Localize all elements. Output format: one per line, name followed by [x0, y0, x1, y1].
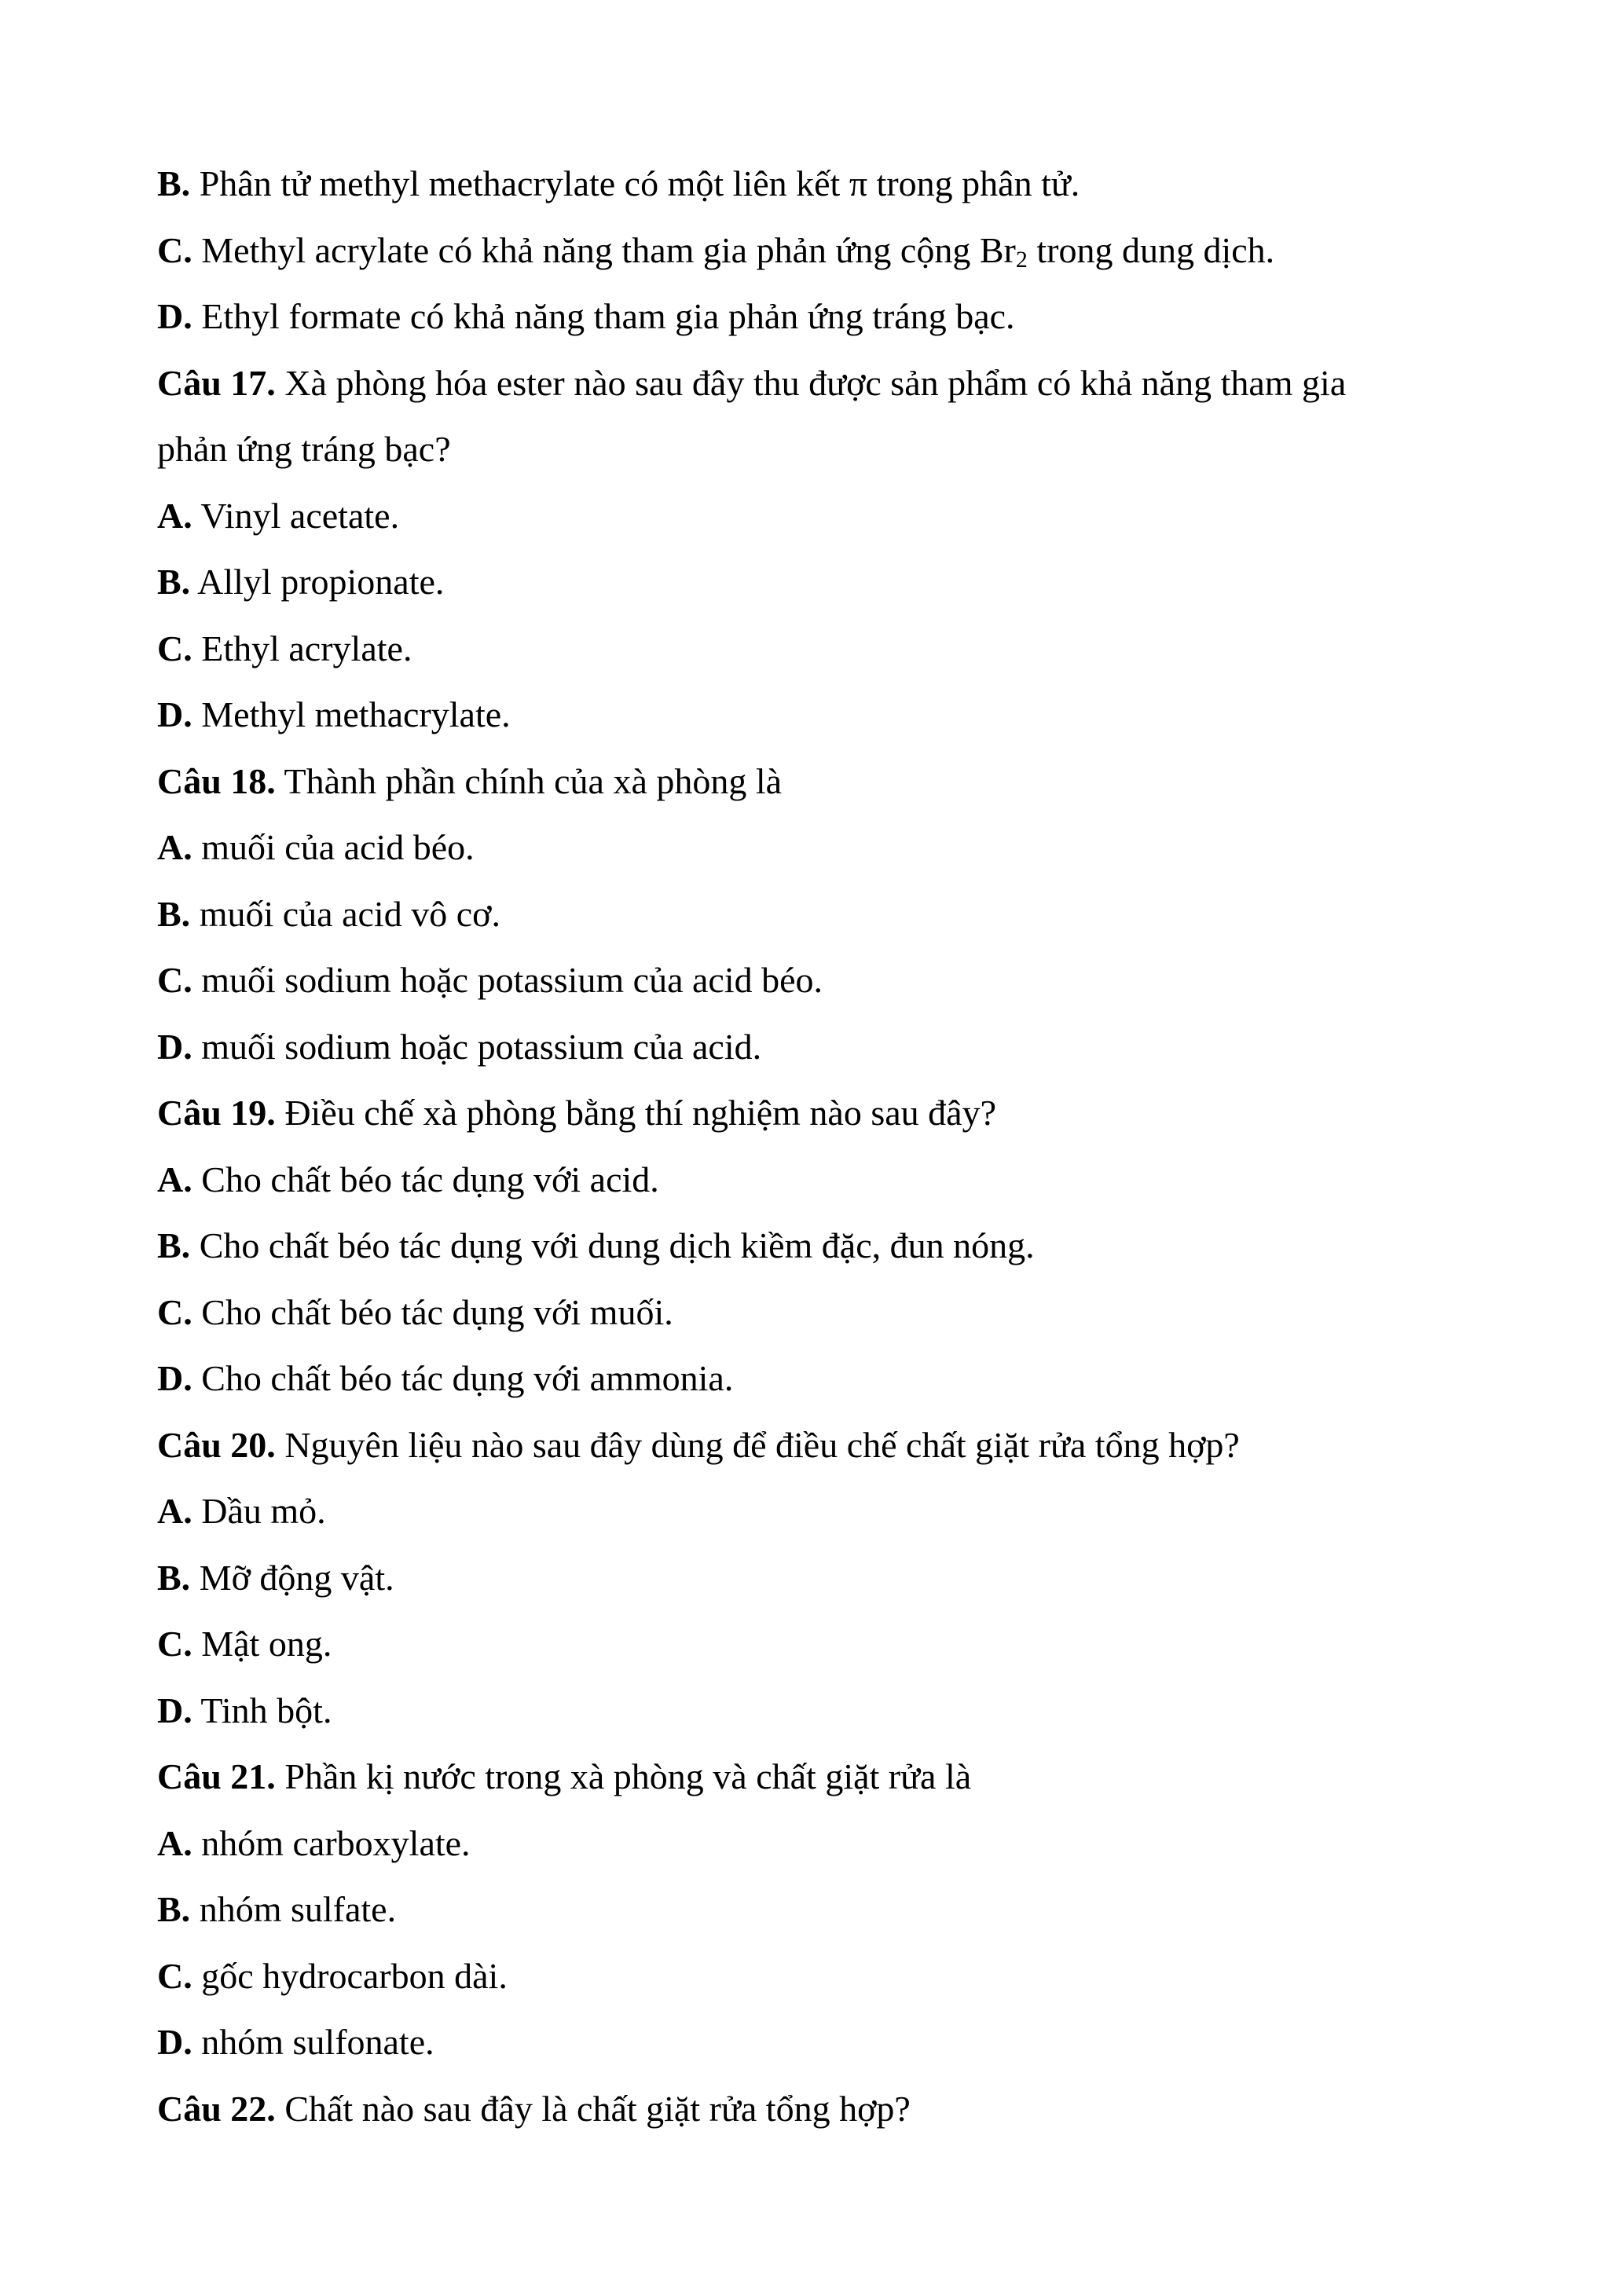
q18-option-a — [157, 815, 1493, 881]
option-letter: A. — [157, 827, 192, 867]
q17-option-c — [157, 616, 1493, 683]
option-letter: A. — [157, 495, 192, 536]
option-letter: D. — [157, 1690, 192, 1730]
q18-option-d — [157, 1014, 1493, 1081]
q19-option-a — [157, 1147, 1493, 1214]
option-text: muối của acid vô cơ. — [190, 893, 500, 934]
q20-option-b — [157, 1545, 1493, 1612]
option-text: Dầu mỏ. — [192, 1491, 326, 1531]
option-letter: C. — [157, 1955, 192, 1996]
option-letter: B. — [157, 893, 191, 934]
option-text: Ethyl acrylate. — [192, 628, 412, 668]
q17-option-d — [157, 682, 1493, 749]
option-text: Cho chất béo tác dụng với ammonia. — [192, 1358, 734, 1398]
option-b-prev — [157, 151, 1493, 218]
option-text: muối của acid béo. — [192, 827, 475, 867]
q21-option-d — [157, 2009, 1493, 2076]
option-text: Tinh bột. — [192, 1690, 332, 1730]
option-letter: B. — [157, 562, 191, 602]
question-text: Nguyên liệu nào sau đây dùng để điều chế chất giặt rửa tổng hợp? — [275, 1424, 1240, 1465]
question-text: Chất nào sau đây là chất giặt rửa tổng hợp? — [275, 2088, 911, 2129]
question-20 — [157, 1412, 1493, 1479]
q19-option-b — [157, 1213, 1493, 1280]
q18-option-c — [157, 947, 1493, 1014]
q21-option-b — [157, 1877, 1493, 1943]
q18-option-b — [157, 881, 1493, 948]
question-text: phản ứng tráng bạc? — [157, 429, 451, 469]
question-text: Thành phần chính của xà phòng là — [275, 760, 783, 801]
option-text-tail: trong dung dịch. — [1027, 229, 1275, 270]
q19-option-c — [157, 1280, 1493, 1346]
q20-option-a — [157, 1478, 1493, 1545]
question-label: Câu 19. — [157, 1093, 276, 1133]
question-text: Phần kị nước trong xà phòng và chất giặt rửa là — [275, 1756, 972, 1796]
option-text: muối sodium hoặc potassium của acid béo. — [192, 960, 823, 1000]
question-17-continued — [157, 416, 1493, 483]
option-text: muối sodium hoặc potassium của acid. — [192, 1026, 762, 1067]
option-text: gốc hydrocarbon dài. — [192, 1955, 508, 1996]
option-letter: B. — [157, 163, 191, 203]
option-letter: C. — [157, 628, 192, 668]
option-text: Mật ong. — [192, 1624, 332, 1664]
option-letter: C. — [157, 960, 192, 1000]
option-text: Ethyl formate có khả năng tham gia phản ứng tráng bạc. — [192, 296, 1015, 336]
question-label: Câu 21. — [157, 1756, 276, 1796]
option-text: Allyl propionate. — [190, 562, 445, 602]
question-label: Câu 20. — [157, 1424, 276, 1465]
option-text: nhóm carboxylate. — [192, 1822, 471, 1863]
option-letter: D. — [157, 694, 192, 734]
option-d-prev — [157, 284, 1493, 350]
option-letter: D. — [157, 2022, 192, 2062]
option-text: Cho chất béo tác dụng với muối. — [192, 1291, 673, 1332]
q20-option-d — [157, 1678, 1493, 1745]
question-22 — [157, 2076, 1493, 2143]
document-body — [157, 151, 1493, 2142]
q17-option-a — [157, 483, 1493, 550]
question-18 — [157, 749, 1493, 815]
option-text: Mỡ động vật. — [190, 1557, 394, 1598]
option-text: nhóm sulfonate. — [192, 2022, 434, 2062]
option-text: Vinyl acetate. — [192, 495, 400, 536]
q21-option-a — [157, 1811, 1493, 1877]
option-letter: C. — [157, 1624, 192, 1664]
option-letter: A. — [157, 1822, 192, 1863]
question-label: Câu 18. — [157, 760, 276, 801]
q19-option-d — [157, 1346, 1493, 1412]
option-c-prev — [157, 218, 1493, 284]
option-letter: B. — [157, 1557, 191, 1598]
option-letter: D. — [157, 296, 192, 336]
question-label: Câu 22. — [157, 2088, 276, 2129]
question-text: Điều chế xà phòng bằng thí nghiệm nào sau đây? — [275, 1093, 997, 1133]
option-letter: D. — [157, 1026, 192, 1067]
option-letter: C. — [157, 229, 192, 270]
q21-option-c — [157, 1943, 1493, 2010]
option-text: Methyl acrylate có khả năng tham gia phản ứng cộng Br — [192, 229, 1016, 270]
option-text: Methyl methacrylate. — [192, 694, 511, 734]
question-label: Câu 17. — [157, 362, 276, 403]
option-text: nhóm sulfate. — [190, 1889, 397, 1929]
option-letter: D. — [157, 1358, 192, 1398]
question-17 — [157, 350, 1493, 417]
option-letter: B. — [157, 1225, 191, 1265]
option-text: Cho chất béo tác dụng với acid. — [192, 1159, 659, 1199]
q17-option-b — [157, 549, 1493, 616]
question-text: Xà phòng hóa ester nào sau đây thu được sản phẩm có khả năng tham gia — [275, 362, 1347, 403]
q20-option-c — [157, 1611, 1493, 1678]
option-letter: C. — [157, 1291, 192, 1332]
question-19 — [157, 1080, 1493, 1147]
subscript: 2 — [1015, 246, 1028, 273]
option-letter: A. — [157, 1491, 192, 1531]
question-21 — [157, 1744, 1493, 1811]
option-letter: B. — [157, 1889, 191, 1929]
option-text: Phân tử methyl methacrylate có một liên kết π trong phân tử. — [190, 163, 1080, 203]
option-letter: A. — [157, 1159, 192, 1199]
option-text: Cho chất béo tác dụng với dung dịch kiềm đặc, đun nóng. — [190, 1225, 1035, 1265]
